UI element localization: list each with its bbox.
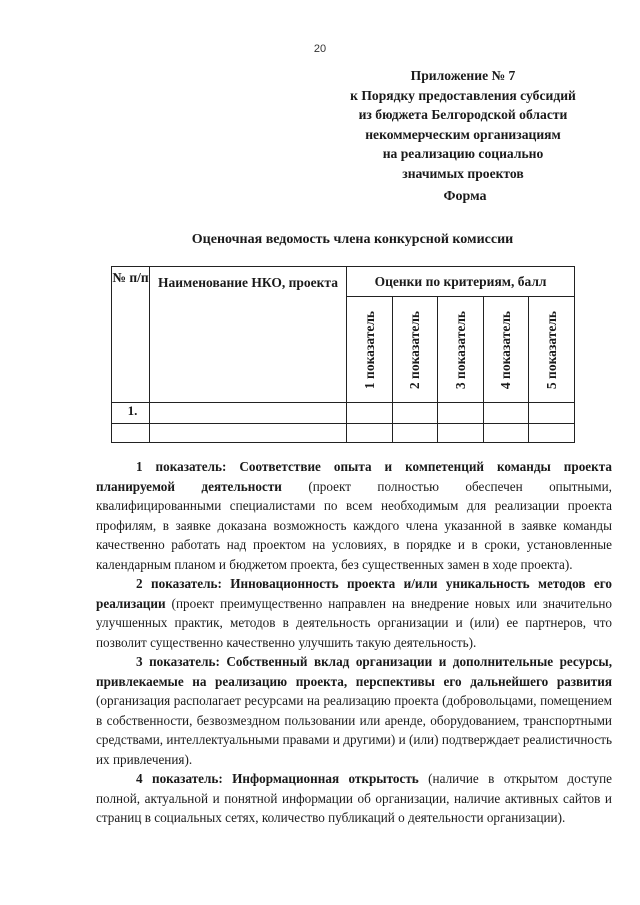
row-number: 1. (112, 403, 150, 424)
criterion-label: 4 показатель (498, 310, 513, 389)
criterion-header-1 (347, 297, 393, 403)
score-cell (347, 424, 393, 443)
column-header-name: Наименование НКО, проекта (150, 267, 347, 403)
score-cell (347, 403, 393, 424)
appendix-line: Приложение № 7 (410, 68, 516, 83)
appendix-line: из бюджета Белгородской области (358, 107, 568, 122)
criterion-header-3 (438, 297, 484, 403)
criteria-description (96, 457, 612, 828)
criterion-body: (проект полностью обеспечен опытными, квалифицированными специалистами по всем необходимым для реализации проекта профилям, в заявке доказана возможность каждого члена указанной в заявке команды качественно работать над проектом на условиях, в порядке и в сроки, установленные календарным планом и бюджетом проекта, без существенных замен в ходе проекта). (96, 478, 612, 572)
row-name-cell (150, 403, 347, 424)
score-cell (393, 403, 438, 424)
criterion-title: 2 показатель: Инновационность проекта и/или уникальность методов его реализации (96, 576, 612, 611)
criterion-paragraph-3 (96, 652, 612, 769)
appendix-line: на реализацию социально (382, 146, 544, 161)
row-number (112, 424, 150, 443)
criterion-title: 1 показатель: Соответствие опыта и компетенций команды проекта планируемой деятельности (96, 459, 612, 494)
table-row (112, 403, 575, 424)
score-cell (529, 424, 575, 443)
sheet-title: Оценочная ведомость члена конкурсной комиссии (191, 232, 514, 247)
criterion-title: 4 показатель: Информационная открытость (136, 771, 419, 786)
table-row (112, 424, 575, 443)
criterion-body: (наличие в открытом доступе полной, актуальной и понятной информации об организации, наличие активных сайтов и страниц в социальных сетях, количество публикаций о деятельности организации). (96, 771, 612, 825)
criterion-header-4 (484, 297, 529, 403)
criterion-paragraph-1 (96, 457, 612, 574)
appendix-line: значимых проектов (402, 165, 524, 181)
criterion-body: (организация располагает ресурсами на реализацию проекта (добровольцами, помещением в собственности, безвозмездном пользовании или аренде, оборудованием, транспортными средствами, интеллектуальными правами и другими) и (или) подтверждает реалистичность их привлечения). (96, 693, 612, 767)
criterion-paragraph-2 (96, 574, 612, 652)
evaluation-table (111, 266, 575, 443)
score-cell (438, 403, 484, 424)
column-header-number: № п/п (112, 267, 150, 403)
criterion-header-5 (529, 297, 575, 403)
criterion-label: 3 показатель (452, 310, 468, 389)
appendix-line: к Порядку предоставления субсидий (350, 87, 576, 103)
row-name-cell (150, 424, 347, 443)
column-header-criteria: Оценки по критериям, балл (347, 267, 575, 297)
criterion-label: 1 показатель (361, 310, 377, 389)
page-number: 20 (313, 43, 327, 55)
score-cell (484, 403, 529, 424)
score-cell (529, 403, 575, 424)
score-cell (438, 424, 484, 443)
criterion-paragraph-4 (96, 769, 612, 828)
appendix-line: некоммерческим организациям (365, 126, 561, 142)
criterion-title: 3 показатель: Собственный вклад организации и дополнительные ресурсы, привлекаемые на реализацию проекта, перспективы его дальнейшего развития (96, 654, 612, 689)
appendix-header (318, 66, 608, 183)
criterion-header-2 (393, 297, 438, 403)
form-label: Форма (443, 189, 487, 204)
criterion-label: 5 показатель (543, 310, 559, 389)
score-cell (393, 424, 438, 443)
criterion-body: (проект преимущественно направлен на внедрение новых или значительно улучшенных практик, методов в деятельность организации и (или) ее партнеров, что позволит существенно качественно улучшить такую деятельность). (96, 595, 612, 650)
score-cell (484, 424, 529, 443)
criterion-label: 2 показатель (407, 310, 422, 389)
